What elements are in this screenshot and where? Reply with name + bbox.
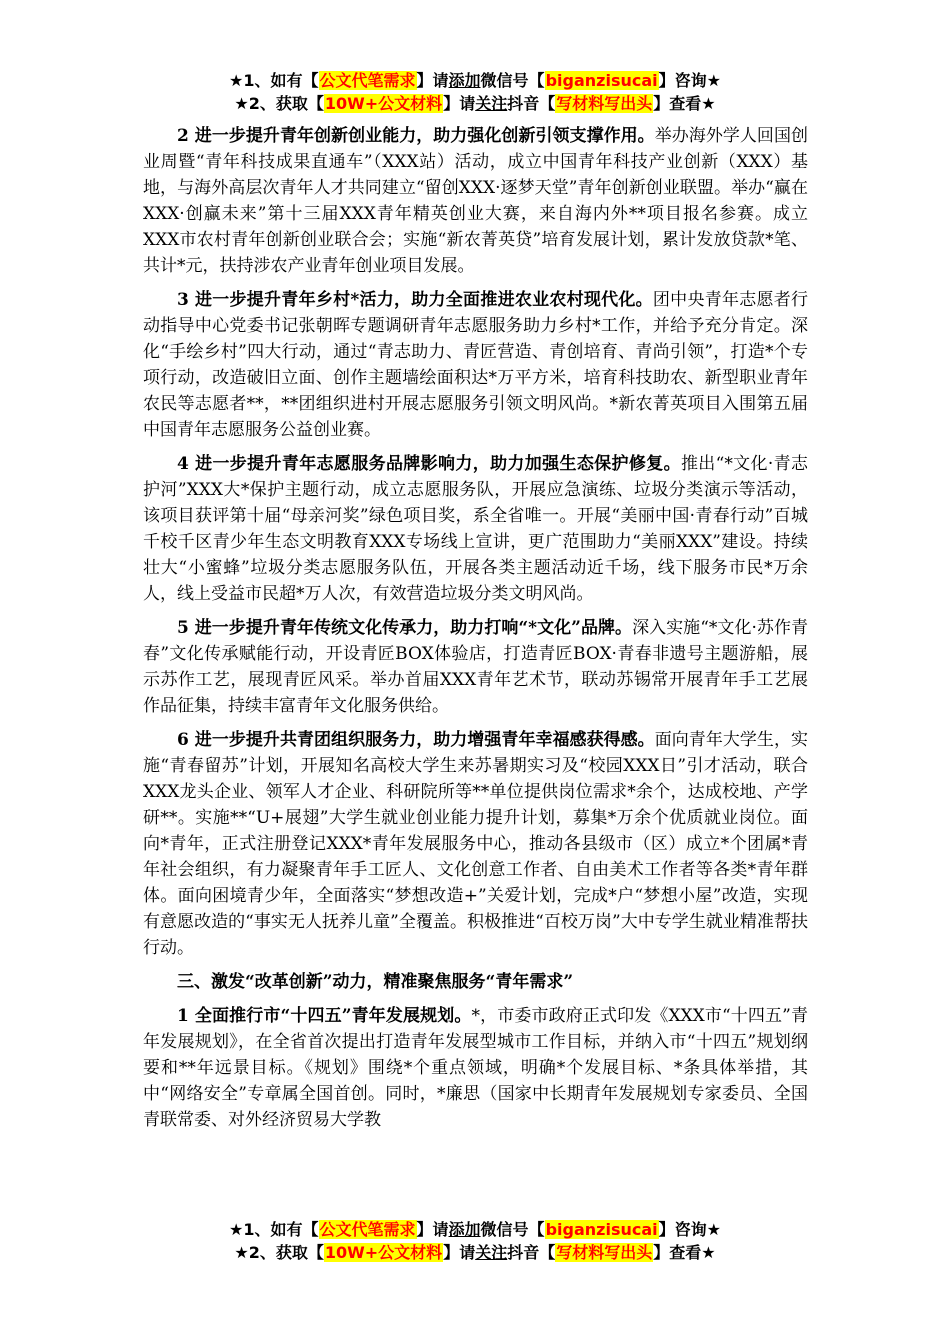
banner-text: 】请 (416, 1220, 449, 1239)
highlight-text: 10W+公文材料 (324, 1243, 443, 1262)
underlined-text: 关注 (475, 1243, 508, 1262)
paragraph-plan (143, 1003, 808, 1133)
wechat-id-highlight: biganzisucai (545, 71, 658, 90)
paragraph-3 (143, 287, 808, 443)
douyin-id-highlight: 写材料写出头 (556, 94, 653, 113)
douyin-id-highlight: 写材料写出头 (556, 1243, 653, 1262)
paragraph-text: 深入实施“*文化·苏作青春”文化传承赋能行动，开设青匠BOX体验店，打造青匠BOX·青春非遗号主题游船，展示苏作工艺，展现青匠风采。举办首届XXX青年艺术节，联动苏锡常开展青年手工艺展作品征集，持续丰富青年文化服务供给。 (143, 618, 808, 716)
document-body (143, 123, 808, 1141)
paragraph-lead: 5 进一步提升青年传统文化传承力，助力打响“*文化”品牌。 (177, 618, 633, 638)
paragraph-text: 推出“*文化·青志护河”XXX大*保护主题行动，成立志愿服务队，开展应急演练、垃圾分类演示等活动，该项目获评第十届“母亲河奖”绿色项目奖，系全省唯一。开展“美丽中国·青春行动”百城千校千区青少年生态文明教育XXX专场线上宣讲，更广范围助力“美丽XXX”建设。持续壮大“小蜜蜂”垃圾分类志愿服务队伍，开展各类主题活动近千场，线下服务市民*万余人，线上受益市民超*万人次，有效营造垃圾分类文明风尚。 (143, 454, 808, 604)
bottom-banner-line-1 (0, 1219, 950, 1241)
paragraph-lead: 3 进一步提升青年乡村*活力，助力全面推进农业农村现代化。 (177, 290, 653, 310)
paragraph-lead: 4 进一步提升青年志愿服务品牌影响力，助力加强生态保护修复。 (177, 454, 681, 474)
banner-text: ★1、如有【 (229, 71, 319, 90)
top-banner-line-1 (0, 70, 950, 92)
banner-text: 微信号【 (480, 1220, 545, 1239)
section-heading: 三、激发“改革创新”动力，精准聚焦服务“青年需求” (177, 972, 574, 992)
banner-text: 抖音【 (507, 1243, 556, 1262)
paragraph-text: *，市委市政府正式印发《XXX市“十四五”青年发展规划》，在全省首次提出打造青年发展型城市工作目标，并纳入市“十四五”规划纲要和**年远景目标。《规划》围绕*个重点领域，明确*个发展目标、*条具体举措，其中“网络安全”专章属全国首创。同时，*廉思（国家中长期青年发展规划专家委员、全国青联常委、对外经济贸易大学教 (143, 1006, 808, 1130)
underlined-text: 添加 (448, 71, 481, 90)
banner-text: ★2、获取【 (234, 94, 324, 113)
paragraph-6 (143, 727, 808, 961)
banner-text: 】查看★ (653, 1243, 716, 1262)
paragraph-text: 团中央青年志愿者行动指导中心党委书记张朝晖专题调研青年志愿服务助力乡村*工作，并给予充分肯定。深化“手绘乡村”四大行动，通过“青志助力、青匠营造、青创培育、青尚引领”，打造*个专项行动，改造破旧立面、创作主题墙绘面积达*万平方米，培育科技助农、新型职业青年农民等志愿者**，**团组织进村开展志愿服务引领文明风尚。*新农菁英项目入围第五届中国青年志愿服务公益创业赛。 (143, 290, 809, 440)
wechat-id-highlight: biganzisucai (545, 1220, 658, 1239)
banner-text: 】请 (443, 1243, 476, 1262)
paragraph-5 (143, 615, 808, 719)
paragraph-2 (143, 123, 808, 279)
banner-text: 】咨询★ (658, 71, 721, 90)
paragraph-lead: 1 全面推行市“十四五”青年发展规划。 (177, 1006, 472, 1026)
banner-text: 】请 (416, 71, 449, 90)
highlight-text: 10W+公文材料 (324, 94, 443, 113)
underlined-text: 关注 (475, 94, 508, 113)
banner-text: ★1、如有【 (229, 1220, 319, 1239)
banner-text: 】查看★ (653, 94, 716, 113)
banner-text: ★2、获取【 (234, 1243, 324, 1262)
banner-text: 抖音【 (507, 94, 556, 113)
banner-text: 】咨询★ (658, 1220, 721, 1239)
banner-text: 】请 (443, 94, 476, 113)
highlight-text: 公文代笔需求 (319, 71, 416, 90)
underlined-text: 添加 (448, 1220, 481, 1239)
banner-text: 微信号【 (480, 71, 545, 90)
bottom-banner-line-2 (0, 1242, 950, 1264)
top-banner-line-2 (0, 93, 950, 115)
paragraph-lead: 2 进一步提升青年创新创业能力，助力强化创新引领支撑作用。 (177, 126, 655, 146)
paragraph-4 (143, 451, 808, 607)
paragraph-text: 面向青年大学生，实施“青春留苏”计划，开展知名高校大学生来苏暑期实习及“校园XXX日”引才活动，联合XXX龙头企业、领军人才企业、科研院所等**单位提供岗位需求*余个，达成校地、产学研**。实施**“U+展翅”大学生就业创业能力提升计划，募集*万余个优质就业岗位。面向*青年，正式注册登记XXX*青年发展服务中心，推动各县级市（区）成立*个团属*青年社会组织，有力凝聚青年手工匠人、文化创意工作者、自由美术工作者等各类*青年群体。面向困境青少年，全面落实“梦想改造+”关爱计划，完成*户“梦想小屋”改造，实现有意愿改造的“事实无人抚养儿童”全覆盖。积极推进“百校万岗”大中专学生就业精准帮扶行动。 (143, 730, 808, 958)
highlight-text: 公文代笔需求 (319, 1220, 416, 1239)
paragraph-lead: 6 进一步提升共青团组织服务力，助力增强青年幸福感获得感。 (177, 730, 655, 750)
paragraph-text: 举办海外学人回国创业周暨“青年科技成果直通车”（XXX站）活动，成立中国青年科技产业创新（XXX）基地，与海外高层次青年人才共同建立“留创XXX·逐梦天堂”青年创新创业联盟。举办“赢在XXX·创赢未来”第十三届XXX青年精英创业大赛，来自海内外**项目报名参赛。成立XXX市农村青年创新创业联合会；实施“新农菁英贷”培育发展计划，累计发放贷款*笔、共计*元，扶持涉农产业青年创业项目发展。 (143, 126, 808, 276)
